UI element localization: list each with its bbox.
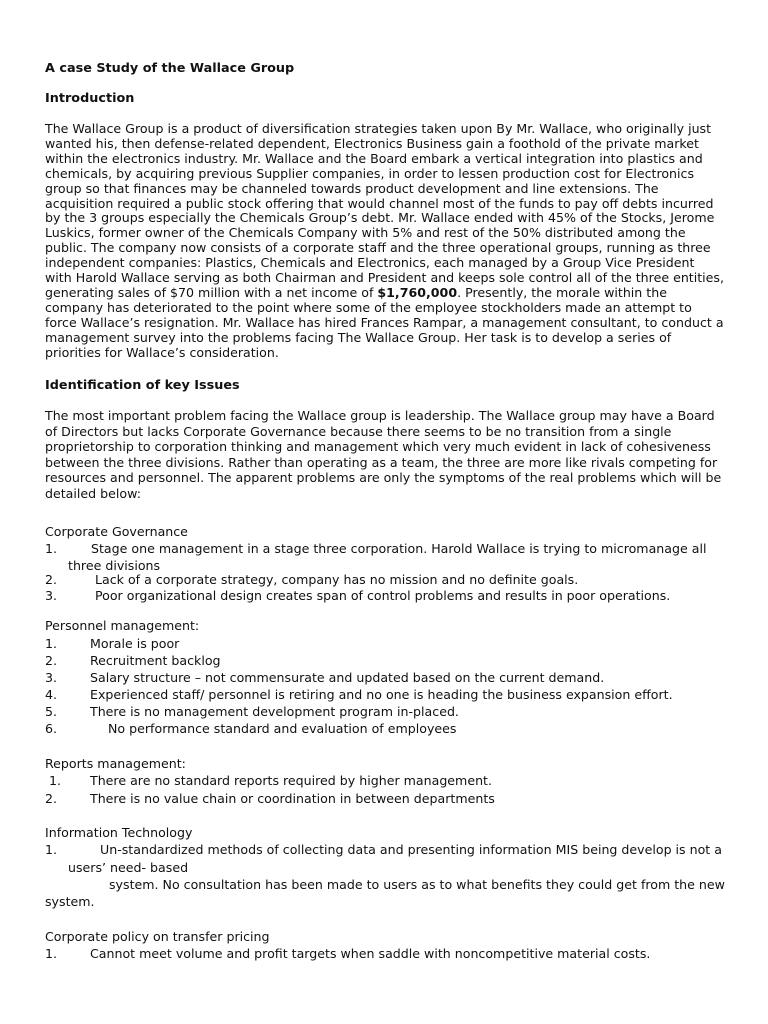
document-title: A case Study of the Wallace Group	[45, 61, 295, 76]
list-number: 1.	[45, 842, 58, 857]
list-number: 6.	[45, 721, 58, 736]
intro-text-end: . Presently, the morale within the company has deteriorated to the point where some of the employee stockholders made an attempt to force Wallace’s resignation. Mr. Wallace has hired Frances Rampar, a management consultant, to conduct a management survey into the problems facing The Wallace Group. Her task is to develop a series of priorities for Wallace’s consideration.	[45, 284, 724, 360]
introduction-paragraph	[45, 122, 725, 361]
key-issues-paragraph: The most important problem facing the Wallace group is leadership. The Wallace group may have a Board of Directors but lacks Corporate Governance because there seems to be no transition from a single proprietorship to corporation thinking and management which very much evident in lack of cohesiveness between the three divisions. Rather than operating as a team, the three are more like rivals competing for resources and personnel. The apparent problems are only the symptoms of the real problems which will be detailed below:	[45, 408, 722, 501]
list-number: 3.	[45, 588, 58, 603]
list-text: Salary structure – not commensurate and updated based on the current demand.	[90, 670, 605, 685]
list-text-continuation: three divisions	[68, 558, 161, 573]
net-income-value: $1,760,000	[377, 284, 458, 300]
list-number: 4.	[45, 687, 58, 702]
list-text: No performance standard and evaluation of employees	[108, 721, 457, 736]
list-text: Recruitment backlog	[90, 653, 221, 668]
reports-management-heading: Reports management:	[45, 756, 186, 771]
list-text: There is no value chain or coordination in between departments	[90, 791, 495, 806]
list-text: There is no management development program in-placed.	[90, 704, 459, 719]
list-number: 1.	[45, 636, 58, 651]
transfer-pricing-heading: Corporate policy on transfer pricing	[45, 929, 270, 944]
list-text: Lack of a corporate strategy, company has no mission and no definite goals.	[95, 572, 579, 587]
list-text: Cannot meet volume and profit targets when saddle with noncompetitive material costs.	[90, 946, 651, 961]
list-text-continuation: system. No consultation has been made to users as to what benefits they could get from the new	[109, 877, 725, 892]
corporate-governance-heading: Corporate Governance	[45, 524, 188, 539]
intro-text-start: The Wallace Group is a product of diversification strategies taken upon By Mr. Wallace, who originally just wanted his, then defense-related dependent, Electronics Business gain a foothold of the private market within the electronics industry. Mr. Wallace and the Board embark a vertical integration into plastics and chemicals, by acquiring previous Supplier companies, in order to lessen production cost for Electronics group so that finances may be channeled towards product development and line extensions. The acquisition required a public stock offering that would channel most of the funds to pay off debts incurred by the 3 groups especially the Chemicals Group’s debt. Mr. Wallace ended with 45% of the Stocks, Jerome Luskics, former owner of the Chemicals Company with 5% and rest of the 50% distributed among the public. The company now consists of a corporate staff and the three operational groups, running as three independent companies: Plastics, Chemicals and Electronics, each managed by a Group Vice President with Harold Wallace serving as both Chairman and President and keeps sole control all of the three entities, generating sales of $70 million with a net income of	[45, 121, 724, 300]
list-number: 3.	[45, 670, 58, 685]
list-number: 5.	[45, 704, 58, 719]
list-number: 2.	[45, 572, 58, 587]
list-number: 2.	[45, 791, 58, 806]
list-number: 1.	[49, 773, 62, 788]
information-technology-heading: Information Technology	[45, 825, 193, 840]
list-text: Un-standardized methods of collecting data and presenting information MIS being develop is not a	[100, 842, 722, 857]
list-text-continuation: system.	[45, 894, 95, 909]
list-text-continuation: users’ need- based	[68, 860, 189, 875]
list-number: 2.	[45, 653, 58, 668]
list-text: Stage one management in a stage three corporation. Harold Wallace is trying to micromanage all	[91, 541, 707, 556]
list-text: Morale is poor	[90, 636, 180, 651]
personnel-management-heading: Personnel management:	[45, 618, 200, 633]
list-text: Poor organizational design creates span of control problems and results in poor operations.	[95, 588, 671, 603]
list-text: There are no standard reports required by higher management.	[90, 773, 492, 788]
key-issues-heading: Identification of key Issues	[45, 378, 240, 393]
list-text: Experienced staff/ personnel is retiring and no one is heading the business expansion effort.	[90, 687, 673, 702]
list-number: 1.	[45, 541, 58, 556]
list-number: 1.	[45, 946, 58, 961]
introduction-heading: Introduction	[45, 91, 135, 106]
